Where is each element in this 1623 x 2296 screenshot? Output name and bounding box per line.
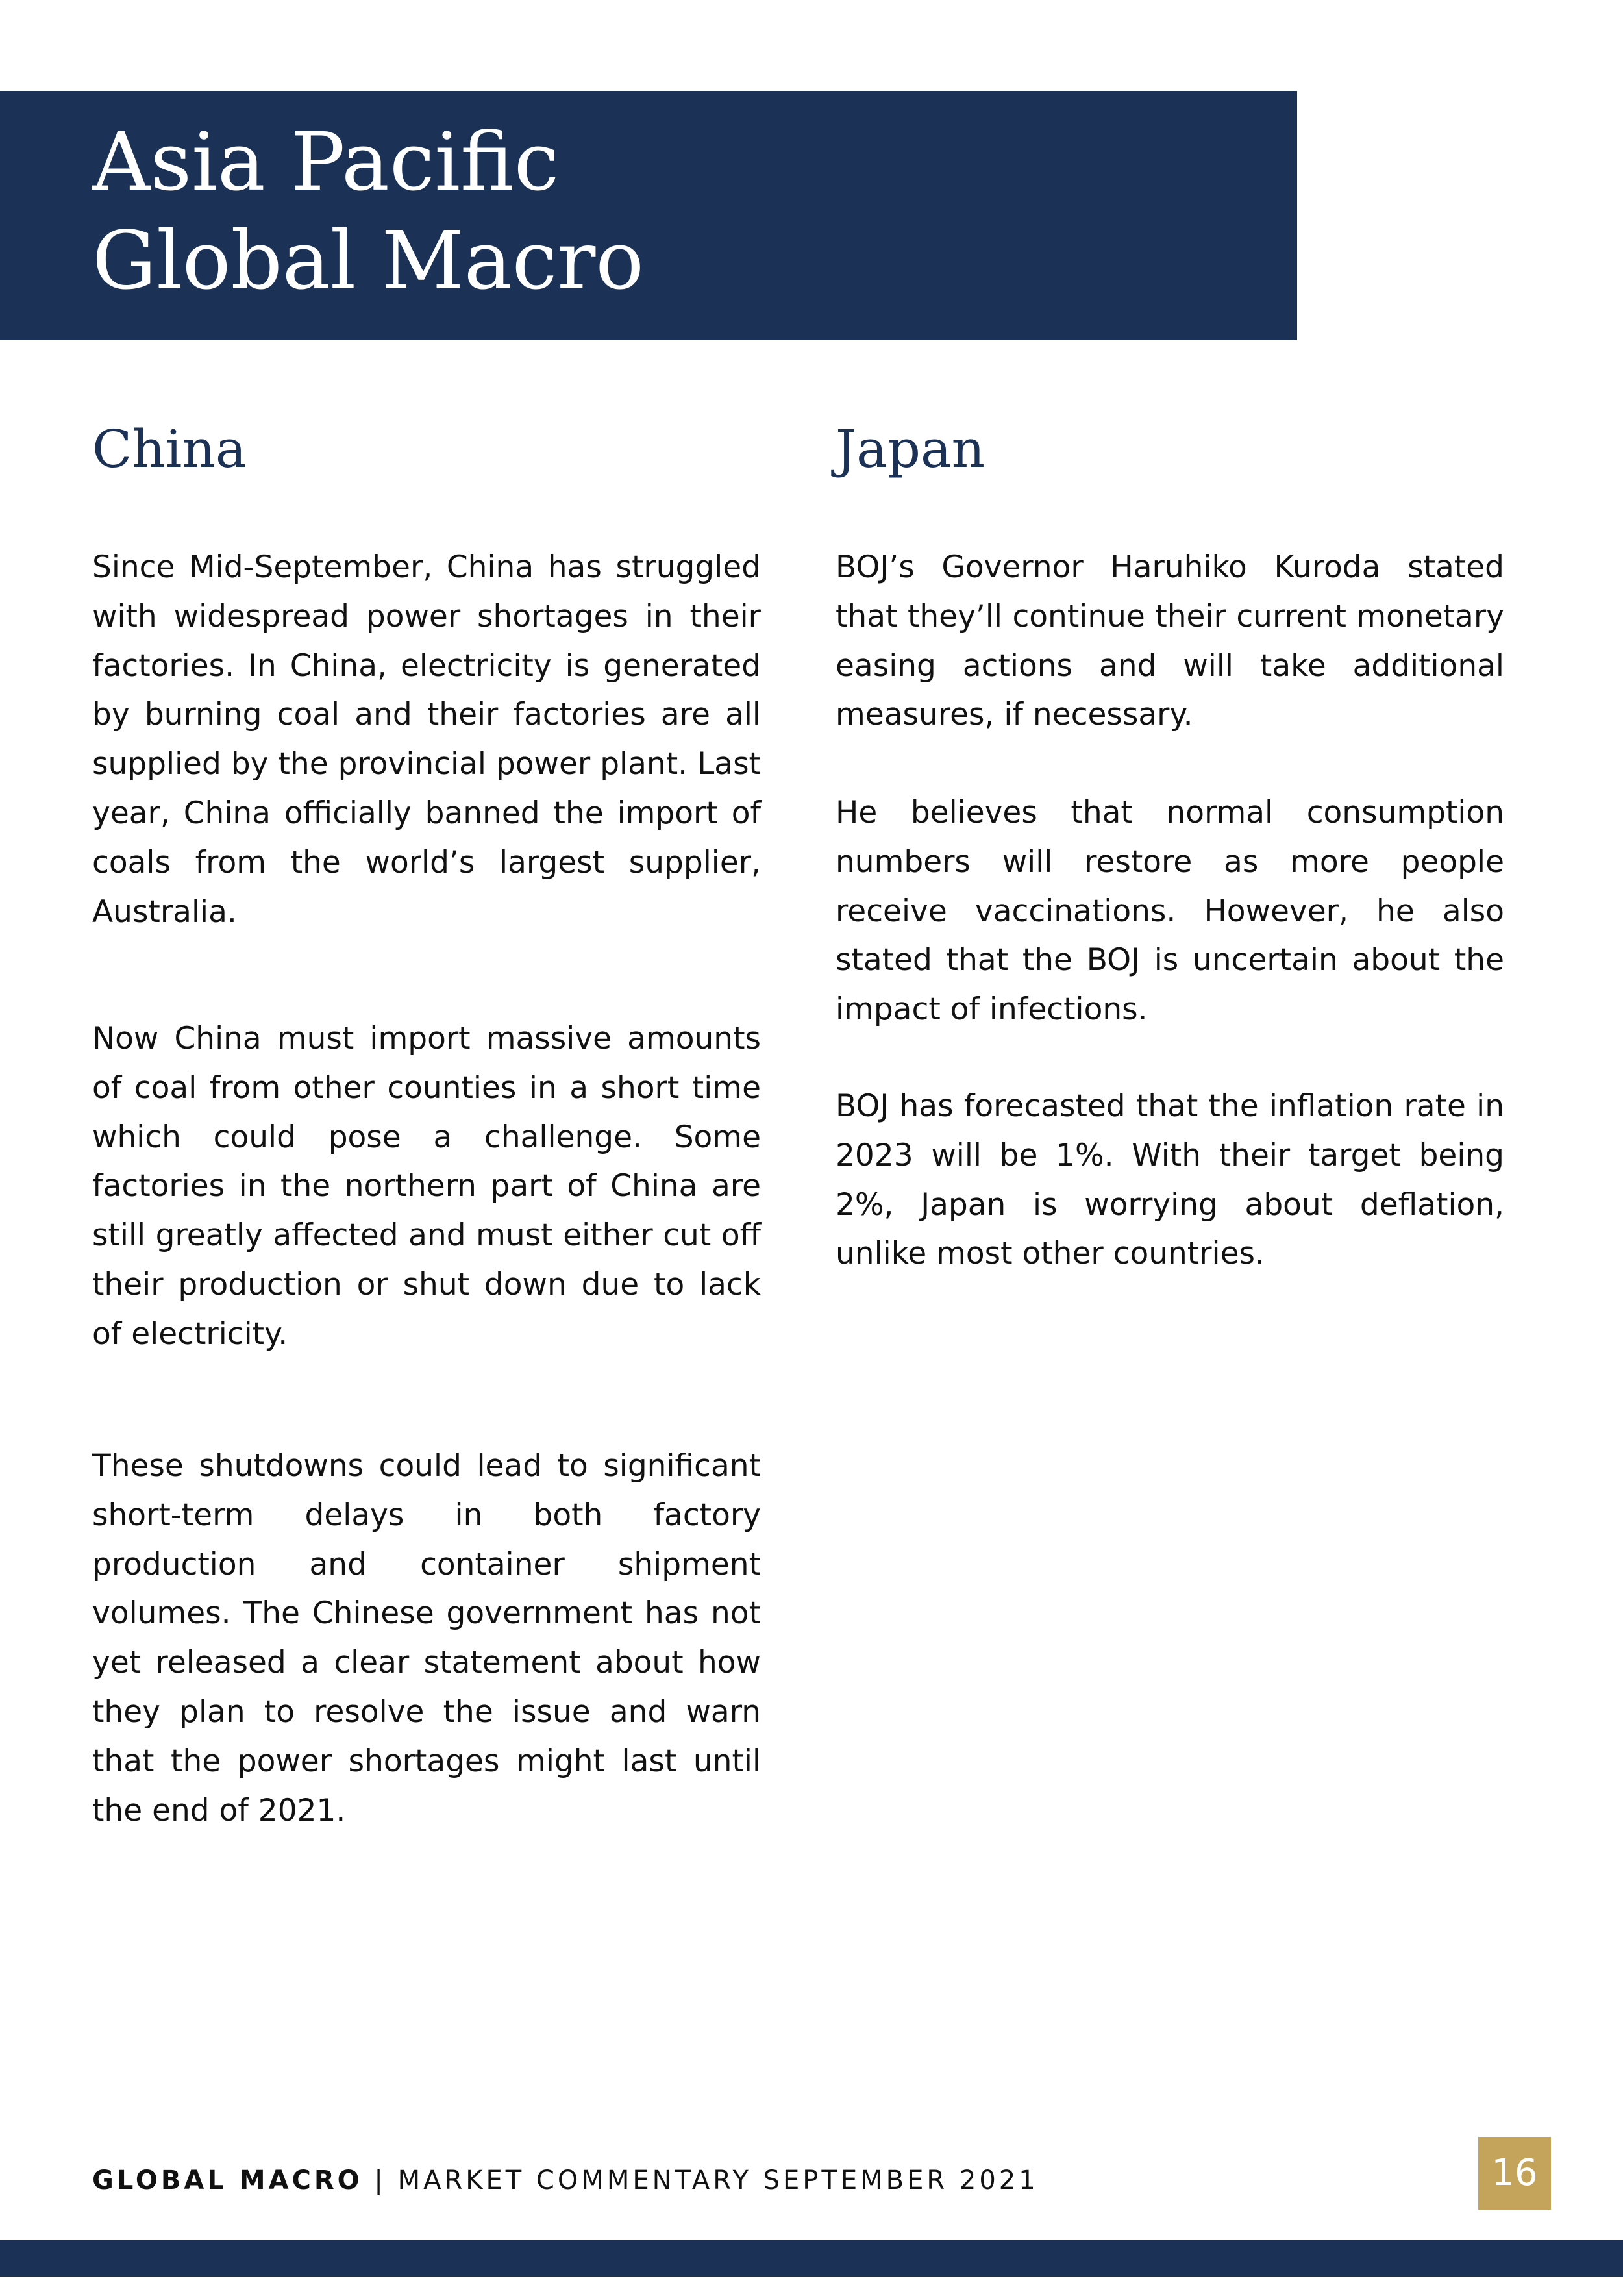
china-paragraph-3: These shutdowns could lead to significant short-term delays in both factory production and container shipment volumes. The Chinese government has not yet released a clear statement about how they plan to resolve the issue and warn that the power shortages might last until the end of 2021. <box>92 1448 761 1828</box>
japan-paragraph-2: He believes that normal consumption numbers will restore as more people receive vaccinations. However, he also stated that the BOJ is uncertain about the impact of infections. <box>836 795 1504 1028</box>
page-number-badge: 16 <box>1478 2137 1551 2210</box>
footer-separator: | <box>374 2165 386 2195</box>
footer-subtitle: MARKET COMMENTARY SEPTEMBER 2021 <box>397 2165 1039 2195</box>
page-title-line-1: Asia Pacific <box>92 116 560 209</box>
footer-caption <box>92 2162 1039 2199</box>
japan-heading: Japan <box>836 419 985 479</box>
japan-paragraph-1: BOJ’s Governor Haruhiko Kuroda stated that they’ll continue their current monetary easing actions and will take additional measures, if necessary. <box>836 549 1504 733</box>
china-paragraph-1: Since Mid-September, China has struggled with widespread power shortages in their factories. In China, electricity is generated by burning coal and their factories are all supplied by the provincial power plant. Last year, China officially banned the import of coals from the world’s largest supplier, Australia. <box>92 549 761 930</box>
footer-section-label: GLOBAL MACRO <box>92 2165 363 2195</box>
china-heading: China <box>92 419 247 479</box>
footer-bar <box>0 2240 1623 2277</box>
japan-paragraph-3: BOJ has forecasted that the inflation rate in 2023 will be 1%. With their target being 2%, Japan is worrying about deflation, unlike most other countries. <box>836 1088 1504 1272</box>
page-title-line-2: Global Macro <box>92 214 645 308</box>
china-paragraph-2: Now China must import massive amounts of coal from other counties in a short time which could pose a challenge. Some factories in the northern part of China are still greatly affected and must either cut off their production or shut down due to lack of electricity. <box>92 1021 761 1352</box>
